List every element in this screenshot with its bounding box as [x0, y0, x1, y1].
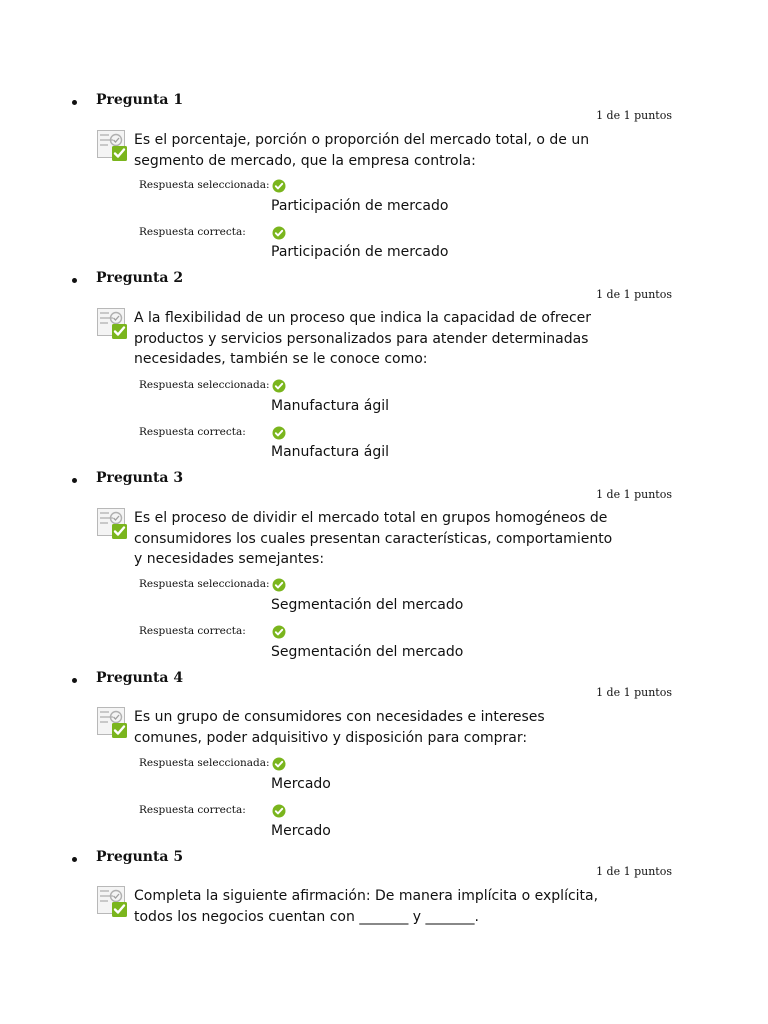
question-1 [0, 92, 768, 260]
question-points: 1 de 1 puntos [596, 686, 672, 699]
selected-answer: Segmentación del mercado [271, 597, 464, 613]
correct-answer: Mercado [271, 823, 331, 839]
correct-answer-label: Respuesta correcta: [139, 804, 246, 816]
selected-answer-label: Respuesta seleccionada: [139, 179, 270, 191]
bullet-icon [72, 100, 77, 105]
correct-answer: Segmentación del mercado [271, 644, 464, 660]
question-title: Pregunta 2 [96, 270, 184, 286]
bullet-icon [72, 478, 77, 483]
selected-answer: Mercado [271, 776, 331, 792]
correct-answer-label: Respuesta correcta: [139, 625, 246, 637]
selected-answer: Manufactura ágil [271, 398, 390, 414]
question-text: Es el porcentaje, porción o proporción del mercado total, o de un segmento de mercado, que la empresa controla: [134, 132, 590, 169]
correct-answer: Manufactura ágil [271, 444, 390, 460]
correct-question-icon [96, 306, 132, 342]
correct-answer-label: Respuesta correcta: [139, 426, 246, 438]
question-title: Pregunta 5 [96, 849, 184, 865]
question-text: Es el proceso de dividir el mercado total en grupos homogéneos de consumidores los cuales presentan características, comportamiento y necesidades semejantes: [134, 510, 613, 567]
bullet-icon [72, 678, 77, 683]
correct-question-icon [96, 884, 132, 920]
check-circle-icon [272, 757, 286, 771]
selected-answer-label: Respuesta seleccionada: [139, 757, 270, 769]
question-2 [0, 270, 768, 470]
check-circle-icon [272, 226, 286, 240]
question-title: Pregunta 3 [96, 470, 184, 486]
question-points: 1 de 1 puntos [596, 488, 672, 501]
check-circle-icon [272, 625, 286, 639]
question-text: A la flexibilidad de un proceso que indica la capacidad de ofrecer productos y servicios personalizados para atender determinadas necesidades, también se le conoce como: [134, 310, 592, 367]
question-title: Pregunta 4 [96, 670, 184, 686]
bullet-icon [72, 278, 77, 283]
check-circle-icon [272, 379, 286, 393]
question-3 [0, 470, 768, 670]
correct-answer-label: Respuesta correcta: [139, 226, 246, 238]
correct-answer: Participación de mercado [271, 244, 449, 260]
correct-question-icon [96, 705, 132, 741]
question-points: 1 de 1 puntos [596, 865, 672, 878]
correct-question-icon [96, 128, 132, 164]
question-points: 1 de 1 puntos [596, 109, 672, 122]
question-text: Completa la siguiente afirmación: De manera implícita o explícita, todos los negocios cuentan con _______ y _______. [134, 888, 599, 925]
selected-answer-label: Respuesta seleccionada: [139, 578, 270, 590]
check-circle-icon [272, 578, 286, 592]
check-circle-icon [272, 179, 286, 193]
bullet-icon [72, 857, 77, 862]
selected-answer-label: Respuesta seleccionada: [139, 379, 270, 391]
check-circle-icon [272, 426, 286, 440]
question-title: Pregunta 1 [96, 92, 184, 108]
selected-answer: Participación de mercado [271, 198, 449, 214]
question-5 [0, 849, 768, 949]
correct-question-icon [96, 506, 132, 542]
check-circle-icon [272, 804, 286, 818]
question-4 [0, 670, 768, 850]
question-points: 1 de 1 puntos [596, 288, 672, 301]
question-text: Es un grupo de consumidores con necesidades e intereses comunes, poder adquisitivo y disposición para comprar: [134, 709, 545, 746]
